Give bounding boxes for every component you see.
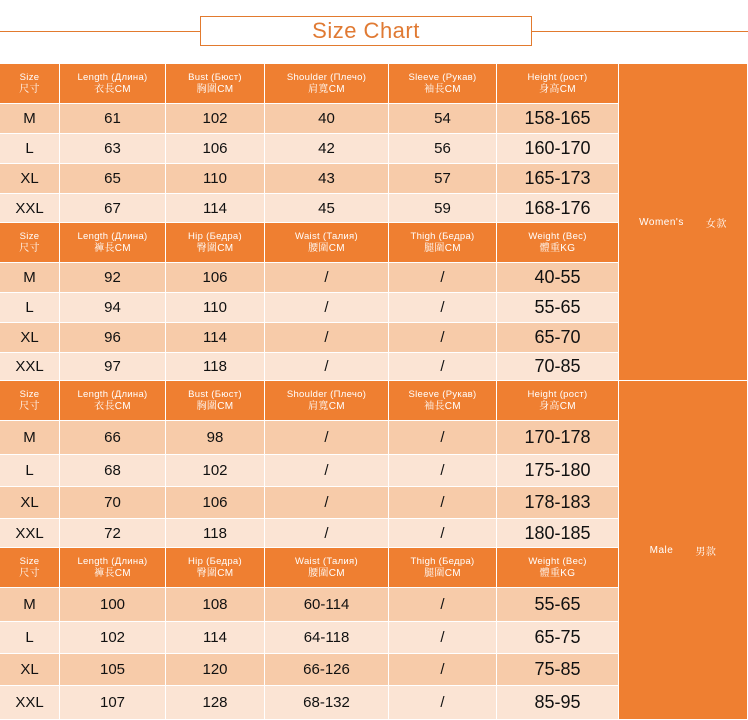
header-label-en: Bust (Бюст) (188, 388, 242, 400)
cell-value: 98 (206, 429, 224, 446)
cell-value: 114 (203, 199, 227, 217)
cell-value: 114 (203, 629, 227, 646)
table-cell-col6 (497, 487, 618, 518)
section-label-en: Male (649, 544, 674, 556)
cell-value: 68 (104, 462, 121, 479)
header-label-cn: 體重KG (539, 242, 576, 254)
header-label-en: Size (19, 71, 40, 83)
header-label-en: Height (рост) (527, 388, 588, 400)
cell-value: / (324, 358, 329, 375)
cell-value: / (440, 299, 445, 316)
cell-value: / (440, 358, 445, 375)
header-cell-col3 (166, 548, 264, 587)
cell-value: 102 (202, 110, 228, 127)
cell-value: 61 (104, 110, 121, 127)
header-label-cn: 腿圍CM (424, 242, 461, 254)
header-label-cn: 尺寸 (19, 567, 40, 579)
header-label-en: Weight (Вес) (528, 230, 587, 242)
table-cell-col6 (497, 622, 618, 653)
table-cell-col4 (265, 654, 388, 685)
table-cell-col5 (389, 194, 496, 222)
cell-value: 59 (434, 199, 451, 217)
table-cell-col4 (265, 519, 388, 547)
header-label-en: Sleeve (Рукав) (408, 71, 477, 83)
table-cell-col6 (497, 194, 618, 222)
header-label-cn: 腿圍CM (424, 567, 461, 579)
cell-value: / (440, 494, 445, 511)
cell-value: 65-70 (534, 327, 581, 347)
cell-value: 160-170 (524, 138, 591, 158)
cell-value: 110 (203, 170, 227, 187)
header-cell-col5 (389, 381, 496, 420)
table-cell-col3 (166, 164, 264, 193)
table-cell-length (60, 353, 165, 380)
header-label-en: Thigh (Бедра) (410, 230, 475, 242)
cell-value: 60-114 (303, 596, 350, 613)
table-cell-size (0, 519, 59, 547)
table-cell-size (0, 353, 59, 380)
table-cell-col3 (166, 353, 264, 380)
table-cell-col5 (389, 421, 496, 454)
table-cell-size (0, 164, 59, 193)
header-label-cn: 臀圍CM (196, 567, 234, 579)
table-cell-col3 (166, 686, 264, 719)
header-label-cn: 胸圍CM (196, 83, 234, 95)
header-label-en: Bust (Бюст) (188, 71, 242, 83)
table-cell-col4 (265, 487, 388, 518)
header-label-en: Length (Длина) (77, 230, 148, 242)
header-cell-length (60, 223, 165, 262)
table-cell-length (60, 293, 165, 322)
table-cell-length (60, 654, 165, 685)
table-cell-size (0, 588, 59, 621)
table-cell-col6 (497, 164, 618, 193)
table-cell-length (60, 263, 165, 292)
table-cell-col6 (497, 134, 618, 163)
header-label-cn: 體重KG (539, 567, 576, 579)
cell-value: 67 (104, 199, 121, 217)
table-cell-col5 (389, 455, 496, 486)
header-label-cn: 肩寬CM (308, 400, 345, 412)
table-cell-length (60, 194, 165, 222)
header-label-en: Length (Длина) (77, 555, 148, 567)
header-cell-length (60, 548, 165, 587)
cell-value: / (440, 596, 445, 613)
cell-value: / (440, 661, 445, 678)
table-cell-col3 (166, 654, 264, 685)
header-cell-size (0, 381, 59, 420)
table-cell-col5 (389, 164, 496, 193)
table-cell-size (0, 455, 59, 486)
cell-value: 118 (203, 358, 227, 375)
table-cell-length (60, 455, 165, 486)
cell-value: 43 (318, 170, 335, 187)
cell-value: 100 (99, 596, 126, 613)
header-label-en: Size (19, 555, 40, 567)
table-cell-col6 (497, 455, 618, 486)
table-cell-col6 (497, 293, 618, 322)
table-cell-length (60, 622, 165, 653)
header-label-en: Height (рост) (527, 71, 588, 83)
table-cell-col5 (389, 323, 496, 352)
header-label-en: Weight (Вес) (528, 555, 587, 567)
table-cell-col4 (265, 194, 388, 222)
header-cell-col4 (265, 548, 388, 587)
table-cell-col6 (497, 263, 618, 292)
table-cell-col5 (389, 519, 496, 547)
table-cell-size (0, 104, 59, 133)
table-cell-col4 (265, 588, 388, 621)
cell-value: / (324, 269, 329, 286)
header-cell-col6 (497, 64, 618, 103)
cell-value: XL (20, 661, 39, 678)
header-label-cn: 尺寸 (19, 400, 40, 412)
cell-value: L (25, 629, 34, 646)
cell-value: 55-65 (534, 594, 581, 614)
table-cell-col3 (166, 134, 264, 163)
section-label-en: Women's (639, 216, 684, 228)
header-label-cn: 肩寬CM (308, 83, 345, 95)
header-cell-col5 (389, 548, 496, 587)
table-cell-col3 (166, 622, 264, 653)
table-cell-col5 (389, 622, 496, 653)
cell-value: 65 (104, 170, 121, 187)
table-cell-col6 (497, 686, 618, 719)
table-cell-col3 (166, 263, 264, 292)
table-cell-size (0, 134, 59, 163)
header-label-cn: 胸圍CM (196, 400, 234, 412)
table-cell-length (60, 164, 165, 193)
cell-value: 120 (202, 661, 228, 678)
cell-value: 107 (99, 694, 126, 711)
header-cell-size (0, 548, 59, 587)
header-label-cn: 袖長CM (424, 83, 461, 95)
header-cell-col4 (265, 223, 388, 262)
table-cell-col6 (497, 654, 618, 685)
table-cell-size (0, 487, 59, 518)
title-rule-left (0, 31, 200, 32)
table-cell-col5 (389, 104, 496, 133)
header-label-cn: 褲長CM (94, 567, 131, 579)
table-cell-size (0, 323, 59, 352)
table-cell-length (60, 104, 165, 133)
page-title: Size Chart (200, 16, 532, 46)
table-cell-size (0, 194, 59, 222)
header-label-en: Hip (Бедра) (188, 555, 242, 567)
cell-value: / (440, 329, 445, 346)
table-cell-size (0, 622, 59, 653)
cell-value: 42 (318, 140, 335, 157)
table-cell-col4 (265, 421, 388, 454)
cell-value: 178-183 (524, 492, 591, 512)
header-label-cn: 褲長CM (94, 242, 131, 254)
cell-value: / (324, 462, 329, 479)
cell-value: XXL (15, 358, 44, 375)
cell-value: 96 (104, 329, 121, 346)
cell-value: 70-85 (534, 356, 581, 376)
cell-value: 170-178 (524, 427, 591, 447)
header-label-en: Sleeve (Рукав) (408, 388, 477, 400)
cell-value: / (440, 462, 445, 479)
table-cell-length (60, 519, 165, 547)
section-label-cn: 女款 (705, 218, 727, 230)
header-label-en: Length (Длина) (77, 71, 148, 83)
cell-value: 56 (434, 140, 451, 157)
header-label-en: Thigh (Бедра) (410, 555, 475, 567)
header-label-cn: 臀圍CM (196, 242, 234, 254)
title-rule-right (532, 31, 748, 32)
header-label-en: Hip (Бедра) (188, 230, 242, 242)
cell-value: 106 (202, 140, 228, 157)
table-cell-size (0, 263, 59, 292)
header-cell-size (0, 64, 59, 103)
cell-value: 70 (104, 494, 121, 511)
header-label-cn: 身高CM (539, 400, 576, 412)
cell-value: XL (20, 329, 39, 346)
header-cell-col3 (166, 381, 264, 420)
table-cell-size (0, 421, 59, 454)
table-cell-col6 (497, 421, 618, 454)
cell-value: 105 (99, 661, 126, 678)
table-cell-col3 (166, 323, 264, 352)
table-cell-col5 (389, 263, 496, 292)
cell-value: 165-173 (524, 168, 591, 188)
table-cell-col6 (497, 104, 618, 133)
table-cell-size (0, 686, 59, 719)
table-cell-col3 (166, 588, 264, 621)
header-label-en: Length (Длина) (77, 388, 148, 400)
cell-value: 75-85 (534, 659, 581, 679)
cell-value: 92 (104, 269, 121, 286)
table-cell-col3 (166, 421, 264, 454)
section-label-male (619, 381, 747, 719)
table-cell-col4 (265, 263, 388, 292)
cell-value: 57 (434, 170, 451, 187)
header-label-en: Size (19, 388, 40, 400)
table-cell-col4 (265, 323, 388, 352)
cell-value: XL (20, 170, 39, 187)
table-cell-col5 (389, 293, 496, 322)
cell-value: 102 (202, 462, 228, 479)
cell-value: 175-180 (524, 460, 591, 480)
table-cell-col6 (497, 353, 618, 380)
table-cell-length (60, 686, 165, 719)
header-cell-col5 (389, 64, 496, 103)
table-cell-col5 (389, 353, 496, 380)
cell-value: / (440, 694, 445, 711)
table-cell-length (60, 134, 165, 163)
table-cell-length (60, 421, 165, 454)
cell-value: 110 (203, 299, 227, 316)
cell-value: 102 (99, 629, 126, 646)
cell-value: XXL (15, 199, 44, 217)
table-cell-size (0, 293, 59, 322)
cell-value: XL (20, 494, 39, 511)
table-cell-length (60, 588, 165, 621)
cell-value: 66 (104, 429, 121, 446)
cell-value: 128 (202, 694, 228, 711)
table-cell-col3 (166, 194, 264, 222)
table-cell-col6 (497, 519, 618, 547)
header-cell-col4 (265, 381, 388, 420)
cell-value: 180-185 (524, 522, 591, 543)
cell-value: 40 (318, 110, 335, 127)
cell-value: 106 (202, 269, 228, 286)
header-label-cn: 腰圍CM (308, 567, 345, 579)
header-label-cn: 腰圍CM (308, 242, 345, 254)
table-cell-col3 (166, 519, 264, 547)
header-cell-col6 (497, 381, 618, 420)
header-cell-col5 (389, 223, 496, 262)
table-cell-col5 (389, 487, 496, 518)
header-cell-col6 (497, 548, 618, 587)
table-cell-col6 (497, 588, 618, 621)
cell-value: M (23, 596, 36, 613)
cell-value: L (25, 462, 34, 479)
header-label-en: Shoulder (Плечо) (286, 71, 367, 83)
cell-value: 54 (434, 110, 451, 127)
table-cell-col4 (265, 134, 388, 163)
cell-value: 106 (202, 494, 228, 511)
table-cell-col3 (166, 104, 264, 133)
cell-value: 158-165 (524, 108, 591, 128)
table-cell-col5 (389, 134, 496, 163)
header-cell-length (60, 381, 165, 420)
table-cell-col5 (389, 588, 496, 621)
header-cell-col6 (497, 223, 618, 262)
header-cell-col4 (265, 64, 388, 103)
cell-value: 66-126 (303, 661, 350, 678)
cell-value: / (324, 299, 329, 316)
cell-value: 40-55 (534, 267, 581, 287)
cell-value: L (25, 140, 34, 157)
table-cell-col5 (389, 654, 496, 685)
cell-value: 97 (104, 358, 121, 375)
table-cell-col3 (166, 293, 264, 322)
cell-value: 68-132 (303, 694, 350, 711)
table-cell-col4 (265, 686, 388, 719)
table-cell-col4 (265, 164, 388, 193)
header-label-cn: 衣長CM (94, 400, 131, 412)
cell-value: 114 (203, 329, 227, 346)
table-cell-col3 (166, 487, 264, 518)
header-cell-col3 (166, 223, 264, 262)
table-cell-col3 (166, 455, 264, 486)
header-label-en: Waist (Талия) (295, 555, 358, 567)
cell-value: / (324, 494, 329, 511)
table-cell-size (0, 654, 59, 685)
table-cell-col4 (265, 455, 388, 486)
cell-value: 94 (104, 299, 121, 316)
table-cell-col4 (265, 353, 388, 380)
section-label-cn: 男款 (695, 546, 717, 558)
section-label-womens (619, 64, 747, 380)
header-cell-size (0, 223, 59, 262)
cell-value: XXL (15, 694, 44, 711)
table-cell-length (60, 487, 165, 518)
header-cell-col3 (166, 64, 264, 103)
header-label-cn: 袖長CM (424, 400, 461, 412)
cell-value: / (440, 524, 445, 542)
cell-value: 64-118 (303, 629, 350, 646)
table-cell-col6 (497, 323, 618, 352)
cell-value: / (324, 329, 329, 346)
header-label-cn: 尺寸 (19, 83, 40, 95)
header-label-en: Shoulder (Плечо) (286, 388, 367, 400)
cell-value: M (23, 110, 36, 127)
cell-value: 55-65 (534, 297, 581, 317)
cell-value: 65-75 (534, 627, 581, 647)
header-label-cn: 衣長CM (94, 83, 131, 95)
table-cell-length (60, 323, 165, 352)
table-cell-col4 (265, 622, 388, 653)
cell-value: 108 (202, 596, 228, 613)
header-label-cn: 身高CM (539, 83, 576, 95)
cell-value: 118 (203, 524, 227, 542)
cell-value: L (25, 299, 34, 316)
header-label-en: Waist (Талия) (295, 230, 358, 242)
header-cell-length (60, 64, 165, 103)
cell-value: 45 (318, 199, 335, 217)
header-label-cn: 尺寸 (19, 242, 40, 254)
table-cell-col5 (389, 686, 496, 719)
cell-value: / (324, 429, 329, 446)
cell-value: XXL (15, 524, 44, 542)
cell-value: / (324, 524, 329, 542)
table-cell-col4 (265, 104, 388, 133)
cell-value: M (23, 269, 36, 286)
cell-value: M (23, 429, 36, 446)
cell-value: / (440, 429, 445, 446)
title-band (0, 0, 748, 62)
cell-value: / (440, 629, 445, 646)
cell-value: 168-176 (524, 197, 591, 218)
cell-value: 63 (104, 140, 121, 157)
table-cell-col4 (265, 293, 388, 322)
cell-value: / (440, 269, 445, 286)
cell-value: 72 (104, 524, 121, 542)
header-label-en: Size (19, 230, 40, 242)
cell-value: 85-95 (534, 692, 581, 712)
